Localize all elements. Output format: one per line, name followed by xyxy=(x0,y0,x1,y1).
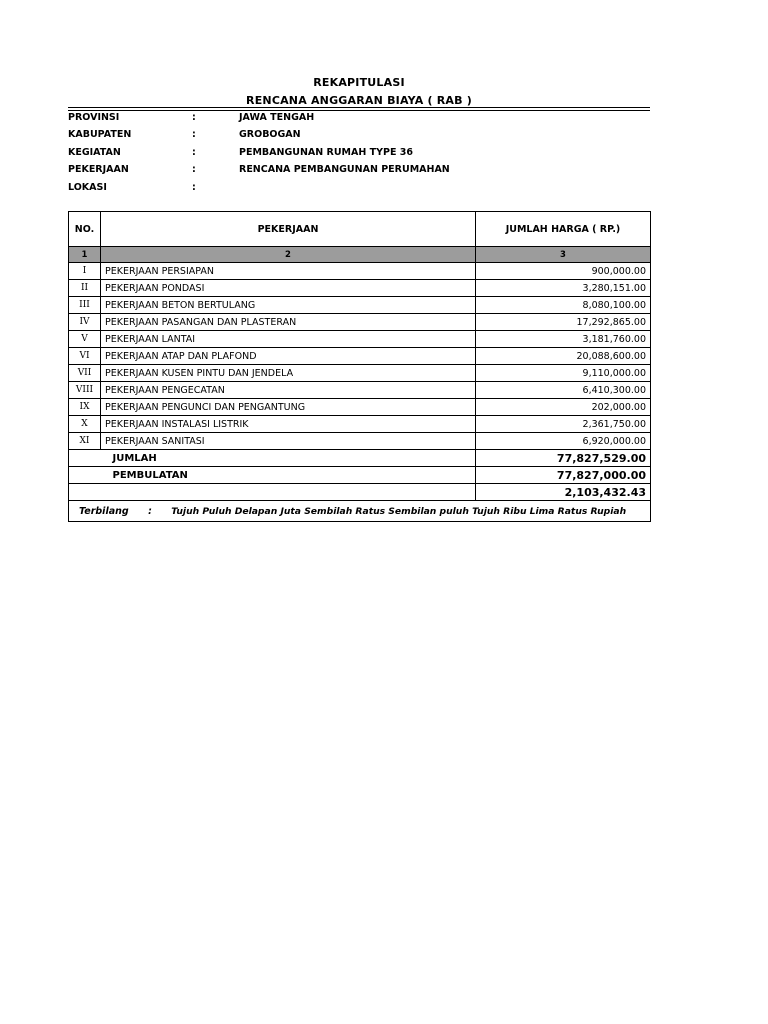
terbilang-text: Tujuh Puluh Delapan Juta Sembilah Ratus Sembilan puluh Tujuh Ribu Lima Ratus Rupiah xyxy=(171,505,627,517)
jumlah-label: JUMLAH xyxy=(101,450,476,467)
column-index-row xyxy=(69,247,651,263)
row-amount: 3,280,151.00 xyxy=(476,280,651,297)
row-amount: 6,920,000.00 xyxy=(476,433,651,450)
table-row xyxy=(69,382,651,399)
table-row xyxy=(69,365,651,382)
terbilang-row xyxy=(69,501,651,522)
row-number: VII xyxy=(69,365,101,382)
info-label: PROVINSI xyxy=(68,112,120,123)
title-divider-double xyxy=(68,110,650,111)
row-work-item: PEKERJAAN LANTAI xyxy=(101,331,476,348)
info-label: LOKASI xyxy=(68,182,107,193)
info-colon: : xyxy=(192,164,196,175)
document-title: REKAPITULASI xyxy=(313,76,405,89)
row-amount: 2,361,750.00 xyxy=(476,416,651,433)
title-divider xyxy=(68,107,650,108)
terbilang-label: Terbilang xyxy=(79,505,129,517)
info-value: PEMBANGUNAN RUMAH TYPE 36 xyxy=(239,147,413,158)
info-colon: : xyxy=(192,129,196,140)
jumlah-value: 77,827,529.00 xyxy=(476,450,651,467)
info-colon: : xyxy=(192,112,196,123)
pembulatan-row xyxy=(69,467,651,484)
extra-spacer xyxy=(69,484,101,501)
info-value: RENCANA PEMBANGUNAN PERUMAHAN xyxy=(239,164,450,175)
row-number: V xyxy=(69,331,101,348)
table-row xyxy=(69,263,651,280)
extra-value-row xyxy=(69,484,651,501)
table-row xyxy=(69,314,651,331)
row-number: I xyxy=(69,263,101,280)
row-amount: 3,181,760.00 xyxy=(476,331,651,348)
row-work-item: PEKERJAAN PENGECATAN xyxy=(101,382,476,399)
info-label: KEGIATAN xyxy=(68,147,121,158)
row-number: VI xyxy=(69,348,101,365)
info-colon: : xyxy=(192,147,196,158)
info-label: PEKERJAAN xyxy=(68,164,129,175)
row-work-item: PEKERJAAN PERSIAPAN xyxy=(101,263,476,280)
pembulatan-spacer xyxy=(69,467,101,484)
pembulatan-value: 77,827,000.00 xyxy=(476,467,651,484)
terbilang-cell xyxy=(69,501,651,522)
row-work-item: PEKERJAAN PONDASI xyxy=(101,280,476,297)
table-row xyxy=(69,331,651,348)
table-row xyxy=(69,348,651,365)
row-amount: 900,000.00 xyxy=(476,263,651,280)
column-index-1: 1 xyxy=(69,247,101,263)
header-jumlah-harga: JUMLAH HARGA ( RP.) xyxy=(476,212,651,247)
column-index-2: 2 xyxy=(101,247,476,263)
row-number: VIII xyxy=(69,382,101,399)
row-amount: 20,088,600.00 xyxy=(476,348,651,365)
document-subtitle: RENCANA ANGGARAN BIAYA ( RAB ) xyxy=(246,94,472,107)
row-work-item: PEKERJAAN PASANGAN DAN PLASTERAN xyxy=(101,314,476,331)
header-no: NO. xyxy=(69,212,101,247)
table-header-row xyxy=(69,212,651,247)
extra-spacer-2 xyxy=(101,484,476,501)
table-row xyxy=(69,433,651,450)
row-work-item: PEKERJAAN KUSEN PINTU DAN JENDELA xyxy=(101,365,476,382)
jumlah-spacer xyxy=(69,450,101,467)
row-number: XI xyxy=(69,433,101,450)
row-amount: 202,000.00 xyxy=(476,399,651,416)
extra-value: 2,103,432.43 xyxy=(476,484,651,501)
table-row xyxy=(69,399,651,416)
terbilang-colon: : xyxy=(148,505,152,517)
row-amount: 6,410,300.00 xyxy=(476,382,651,399)
row-number: III xyxy=(69,297,101,314)
rab-summary-table xyxy=(68,211,651,522)
row-number: X xyxy=(69,416,101,433)
row-amount: 17,292,865.00 xyxy=(476,314,651,331)
header-pekerjaan: PEKERJAAN xyxy=(101,212,476,247)
info-value: GROBOGAN xyxy=(239,129,301,140)
pembulatan-label: PEMBULATAN xyxy=(101,467,476,484)
row-work-item: PEKERJAAN SANITASI xyxy=(101,433,476,450)
row-amount: 8,080,100.00 xyxy=(476,297,651,314)
table-row xyxy=(69,297,651,314)
info-label: KABUPATEN xyxy=(68,129,132,140)
column-index-3: 3 xyxy=(476,247,651,263)
table-row xyxy=(69,280,651,297)
row-work-item: PEKERJAAN BETON BERTULANG xyxy=(101,297,476,314)
table-row xyxy=(69,416,651,433)
jumlah-row xyxy=(69,450,651,467)
row-number: II xyxy=(69,280,101,297)
row-work-item: PEKERJAAN PENGUNCI DAN PENGANTUNG xyxy=(101,399,476,416)
info-colon: : xyxy=(192,182,196,193)
row-work-item: PEKERJAAN INSTALASI LISTRIK xyxy=(101,416,476,433)
info-value: JAWA TENGAH xyxy=(239,112,315,123)
row-number: IX xyxy=(69,399,101,416)
row-work-item: PEKERJAAN ATAP DAN PLAFOND xyxy=(101,348,476,365)
row-number: IV xyxy=(69,314,101,331)
row-amount: 9,110,000.00 xyxy=(476,365,651,382)
